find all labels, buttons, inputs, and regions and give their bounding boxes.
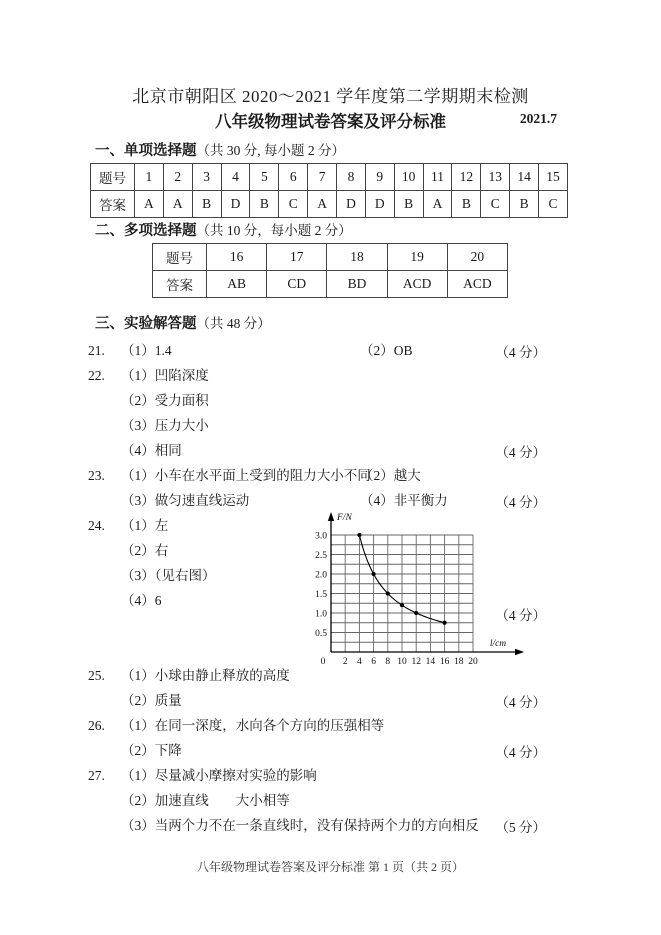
question-number-cell: 7 (308, 164, 337, 191)
question-number-cell: 16 (207, 244, 267, 271)
question-number-cell: 17 (267, 244, 327, 271)
answer-line-22-2 (88, 388, 550, 413)
score-label: （5 分） (495, 820, 546, 835)
score-label: （4 分） (495, 695, 546, 710)
subtitle-row (0, 108, 661, 132)
answer-cell: C (539, 191, 568, 218)
answer-line-22-3 (88, 413, 550, 438)
answer-line-26-1 (88, 713, 550, 738)
section-2-heading-bold: 二、多项选择题 (95, 223, 197, 239)
question-number-cell: 19 (387, 244, 447, 271)
answer-cell: B (394, 191, 423, 218)
question-number-cell: 14 (510, 164, 539, 191)
answer-cell: D (337, 191, 366, 218)
svg-text:l/cm: l/cm (489, 639, 507, 649)
section-1-heading-rest: （共 30 分, 每小题 2 分） (196, 143, 345, 158)
svg-text:2.0: 2.0 (315, 570, 327, 581)
answer-text: （1）在同一深度，水向各个方向的压强相等 (121, 718, 385, 733)
answer-text: （2）越大 (360, 468, 421, 483)
answer-text: （2）加速直线 大小相等 (121, 793, 290, 808)
multi-choice-answer-table (152, 243, 508, 298)
answer-text: （2）受力面积 (121, 393, 209, 408)
exam-title: 北京市朝阳区 2020～2021 学年度第二学期期末检测 (132, 87, 529, 106)
header-cell: 答案 (153, 271, 207, 298)
question-number-cell: 8 (337, 164, 366, 191)
section-2-heading-rest: （共 10 分，每小题 2 分） (196, 223, 352, 238)
question-number-cell: 10 (394, 164, 423, 191)
question-number-cell: 2 (163, 164, 192, 191)
section-3-heading (95, 314, 271, 334)
answer-line-27-1 (88, 763, 550, 788)
svg-text:4: 4 (357, 657, 362, 667)
svg-text:0: 0 (320, 657, 326, 667)
table-row-answers (91, 191, 568, 218)
answer-cell: AB (207, 271, 267, 298)
question-number-cell: 18 (327, 244, 387, 271)
table-row-answers (153, 271, 508, 298)
table-row-numbers (153, 244, 508, 271)
svg-text:0.5: 0.5 (315, 628, 327, 639)
question-number: 21. (88, 343, 105, 358)
answer-cell: D (365, 191, 394, 218)
score-label: （4 分） (495, 745, 546, 760)
svg-text:18: 18 (454, 657, 464, 667)
answer-line-27-3 (88, 813, 550, 838)
answer-cell: B (192, 191, 221, 218)
svg-text:3.0: 3.0 (315, 531, 327, 542)
exam-subtitle: 八年级物理试卷答案及评分标准 (215, 113, 446, 131)
answer-text: （2）右 (121, 543, 169, 558)
answer-cell: B (452, 191, 481, 218)
answer-line-22-1 (88, 363, 550, 388)
answer-line-23-1 (88, 463, 550, 488)
question-number: 24. (88, 518, 105, 533)
svg-text:6: 6 (371, 657, 376, 667)
question-number-cell: 13 (481, 164, 510, 191)
answer-text: （3）（见右图） (121, 568, 216, 583)
question-number-cell: 9 (365, 164, 394, 191)
question-number-cell: 3 (192, 164, 221, 191)
answer-cell: A (308, 191, 337, 218)
answer-cell: CD (267, 271, 327, 298)
answer-text: （1）左 (121, 518, 169, 533)
svg-text:10: 10 (397, 657, 407, 667)
answer-text: （1）1.4 (121, 343, 172, 358)
answer-line-27-2 (88, 788, 550, 813)
question-number-cell: 11 (423, 164, 452, 191)
question-number-cell: 12 (452, 164, 481, 191)
question-number-cell: 6 (279, 164, 308, 191)
section-1-heading (95, 141, 345, 161)
svg-text:16: 16 (439, 657, 450, 667)
score-label: （4 分） (495, 608, 546, 623)
answer-line-25-2 (88, 688, 550, 713)
answer-text: （3）做匀速直线运动 (121, 493, 250, 508)
score-label: （4 分） (495, 495, 546, 510)
table-row-numbers (91, 164, 568, 191)
answer-line-22-4 (88, 438, 550, 463)
svg-text:2.5: 2.5 (315, 550, 327, 561)
answer-text: （2）质量 (121, 693, 182, 708)
answer-cell: B (250, 191, 279, 218)
header-cell: 题号 (153, 244, 207, 271)
answer-text: （1）凹陷深度 (121, 368, 209, 383)
question-number-cell: 1 (135, 164, 164, 191)
answer-text: （1）小球由静止释放的高度 (121, 668, 290, 683)
answer-cell: C (279, 191, 308, 218)
answer-line-26-2 (88, 738, 550, 763)
svg-text:20: 20 (468, 657, 478, 667)
answer-text: （4）相同 (121, 443, 182, 458)
question-number-cell: 4 (221, 164, 250, 191)
single-choice-answer-table (90, 163, 568, 218)
svg-text:F/N: F/N (337, 513, 352, 523)
answer-cell: C (481, 191, 510, 218)
answer-text: （2）OB (360, 343, 413, 358)
force-vs-length-graph (300, 506, 535, 676)
answer-cell: ACD (387, 271, 447, 298)
answer-text: （1）尽量减小摩擦对实验的影响 (121, 768, 317, 783)
answer-text: （4）非平衡力 (360, 493, 448, 508)
question-number-cell: 20 (447, 244, 507, 271)
answer-cell: A (163, 191, 192, 218)
answer-cell: B (510, 191, 539, 218)
question-number-cell: 15 (539, 164, 568, 191)
answer-line-21 (88, 338, 550, 363)
answer-text: （3）当两个力不在一条直线时，没有保持两个力的方向相反 (121, 818, 479, 833)
page-footer: 八年级物理试卷答案及评分标准 第 1 页（共 2 页） (196, 860, 464, 874)
svg-text:2: 2 (342, 657, 348, 667)
answer-cell: BD (327, 271, 387, 298)
question-number: 23. (88, 468, 105, 483)
svg-text:12: 12 (411, 657, 421, 667)
section-3-heading-bold: 三、实验解答题 (95, 316, 197, 332)
exam-date: 2021.7 (519, 111, 557, 126)
score-label: （4 分） (495, 345, 546, 360)
question-number: 22. (88, 368, 105, 383)
answer-text: （1）小车在水平面上受到的阻力大小不同 (121, 468, 371, 483)
question-number: 25. (88, 668, 105, 683)
answer-text: （4）6 (121, 593, 162, 608)
score-label: （4 分） (495, 445, 546, 460)
answer-text: （3）压力大小 (121, 418, 209, 433)
question-number: 27. (88, 768, 105, 783)
svg-text:8: 8 (385, 657, 391, 667)
question-number-cell: 5 (250, 164, 279, 191)
svg-text:1.0: 1.0 (315, 609, 327, 620)
header-cell: 答案 (91, 191, 135, 218)
answer-cell: ACD (447, 271, 507, 298)
answer-cell: A (423, 191, 452, 218)
section-3-heading-rest: （共 48 分） (196, 316, 271, 331)
answer-cell: D (221, 191, 250, 218)
question-number: 26. (88, 718, 105, 733)
section-1-heading-bold: 一、单项选择题 (95, 143, 197, 159)
answer-text: （2）下降 (121, 743, 182, 758)
answer-cell: A (135, 191, 164, 218)
svg-text:14: 14 (425, 657, 436, 667)
header-cell: 题号 (91, 164, 135, 191)
section-2-heading (95, 221, 352, 241)
svg-text:1.5: 1.5 (315, 589, 327, 600)
